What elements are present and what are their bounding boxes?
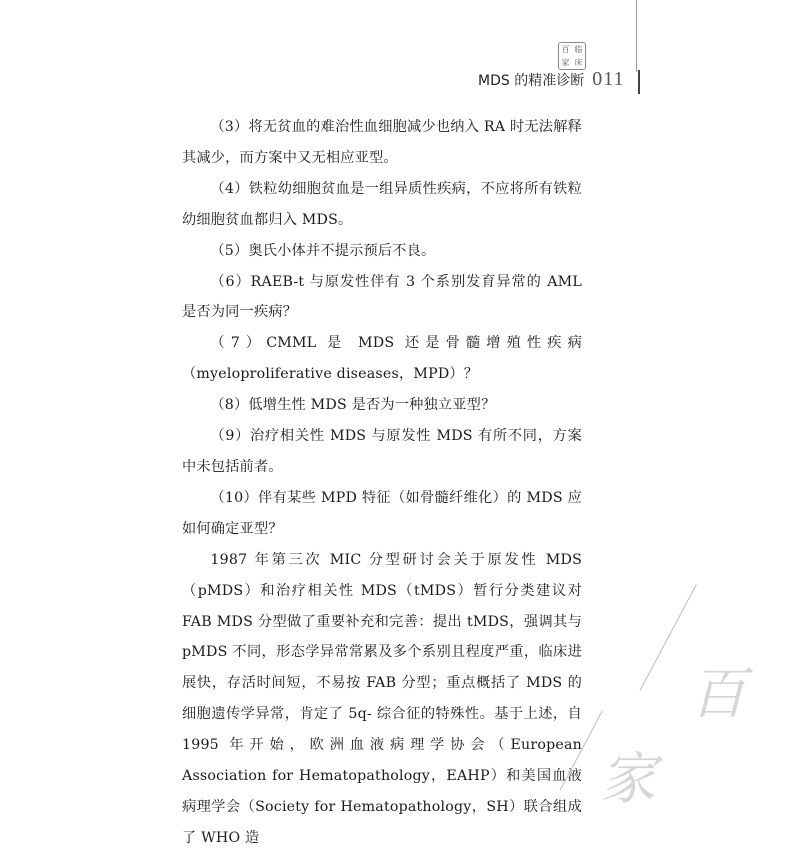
watermark-slash xyxy=(640,584,697,690)
running-header xyxy=(478,68,624,91)
paragraph: （4）铁粒幼细胞贫血是一组异质性疾病，不应将所有铁粒幼细胞贫血都归入 MDS。 xyxy=(182,180,582,228)
chapter-title: MDS 的精准诊断 xyxy=(478,73,585,89)
paragraph: （9）治疗相关性 MDS 与原发性 MDS 有所不同，方案中未包括前者。 xyxy=(182,428,582,475)
paragraph: （8）低增生性 MDS 是否为一种独立亚型？ xyxy=(210,397,496,414)
paragraph: （10）伴有某些 MPD 特征（如骨髓纤维化）的 MDS 应如何确定亚型？ xyxy=(182,489,582,537)
body-text xyxy=(182,112,582,854)
paragraph: （3）将无贫血的难治性血细胞减少也纳入 RA 时无法解释其减少，而方案中又无相应亚型。 xyxy=(182,119,582,166)
page-number: 011 xyxy=(592,68,625,90)
series-logo xyxy=(558,42,586,70)
paragraph: （6）RAEB-t 与原发性伴有 3 个系别发育异常的 AML 是否为同一疾病？ xyxy=(182,273,582,321)
header-rule xyxy=(638,70,640,94)
watermark-char: 家 xyxy=(600,747,656,812)
header-vertical-line xyxy=(636,0,637,72)
paragraph: （7）CMML 是 MDS 还是骨髓增殖性疾病（myeloproliferative diseases，MPD）？ xyxy=(182,335,582,383)
watermark-char: 百 xyxy=(690,662,746,727)
logo-char: 家 xyxy=(561,58,570,67)
logo-char: 百 xyxy=(561,45,570,54)
logo-char: 床 xyxy=(574,58,583,67)
paragraph: 1987 年第三次 MIC 分型研讨会关于原发性 MDS（pMDS）和治疗相关性 MDS（tMDS）暂行分类建议对 FAB MDS 分型做了重要补充和完善：提出 tMDS，强调其与 pMDS 不同，形态学异常常累及多个系别且程度严重，临床进展快，存活时间短，不易按 FAB 分型；重点概括了 MDS 的细胞遗传学异常，肯定了 5q- 综合征的特殊性。基于上述，自 1995 年开始，欧洲血液病理学协会（European Association for Hematopathology，EAHP）和美国血液病理学会（Society for Hematopathology，SH）联合组成了 WHO 造 xyxy=(182,551,582,846)
logo-char: 临 xyxy=(574,45,583,54)
paragraph: （5）奥氏小体并不提示预后不良。 xyxy=(210,242,436,259)
